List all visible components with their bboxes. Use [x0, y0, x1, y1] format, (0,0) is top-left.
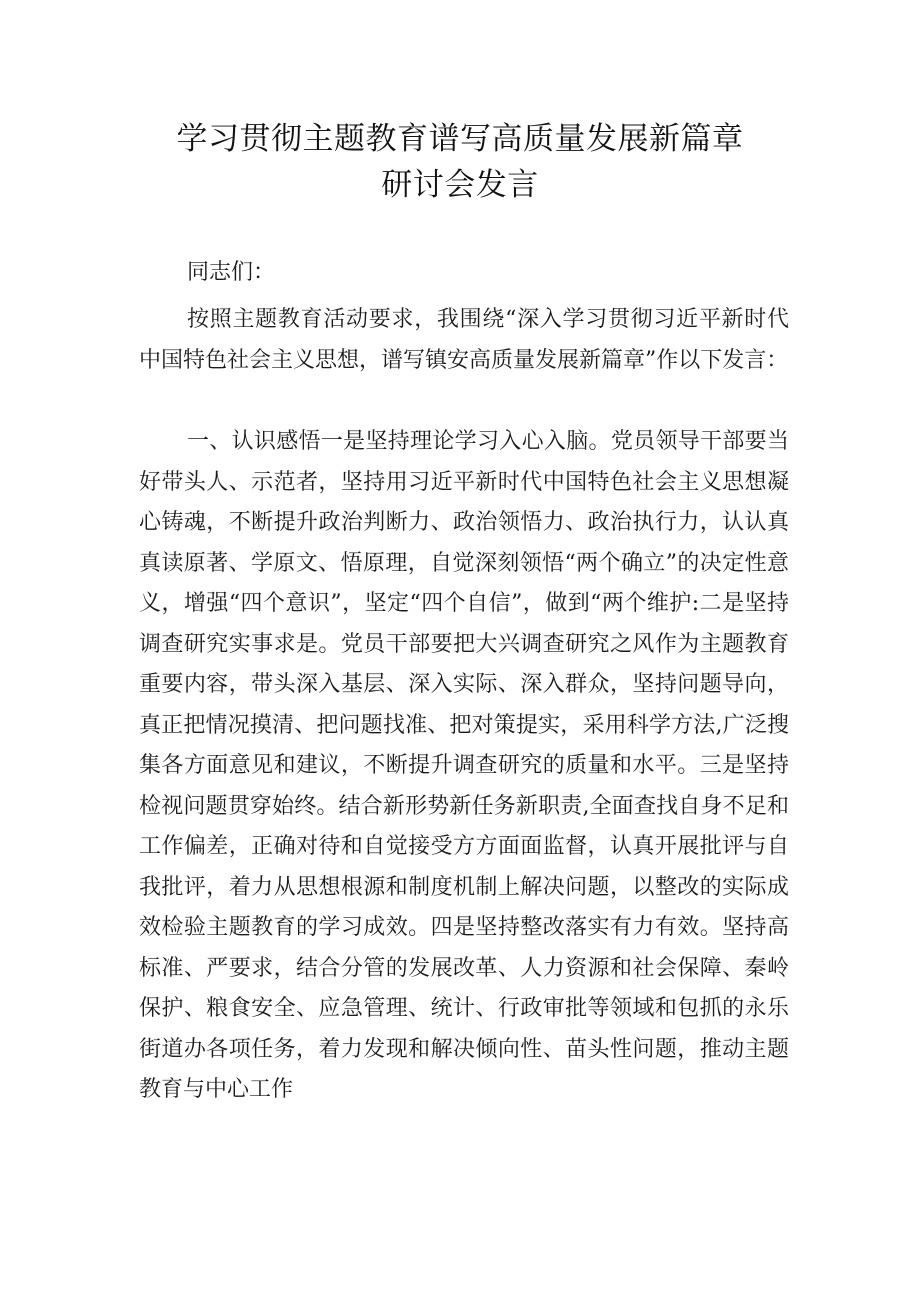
document-title-line-2: 研讨会发言 — [381, 167, 539, 203]
salutation: 同志们： — [187, 260, 276, 285]
paragraph-main: 一、认识感悟一是坚持理论学习入心入脑。党员领导干部要当好带头人、示范者，坚持用习近平新时代中国特色社会主义思想凝心铸魂，不断提升政治判断力、政治领悟力、政治执行力，认认真真读原著、学原文、悟原理，自觉深刻领悟“两个确立”的决定性意义，增强“四个意识”，坚定“四个自信”，做到“两个维护:二是坚持调查研究实事求是。党员干部要把大兴调查研究之风作为主题教育重要内容，带头深入基层、深入实际、深入群众，坚持问题导向，真正把情况摸清、把问题找准、把对策提实，采用科学方法,广泛搜集各方面意见和建议，不断提升调查研究的质量和水平。三是坚持检视问题贯穿始终。结合新形势新任务新职责,全面查找自身不足和工作偏差，正确对待和自觉接受方方面面监督，认真开展批评与自我批评，着力从思想根源和制度机制上解决问题，以整改的实际成效检验主题教育的学习成效。四是坚持整改落实有力有效。坚持高标准、严要求，结合分管的发展改革、人力资源和社会保障、秦岭保护、粮食安全、应急管理、统计、行政审批等领域和包抓的永乐街道办各项任务，着力发现和解决倾向性、苗头性问题，推动主题教育与中心工作 — [139, 429, 789, 1102]
paragraph-intro: 按照主题教育活动要求，我围绕“深入学习贯彻习近平新时代中国特色社会主义思想，谱写镇安高质量发展新篇章”作以下发言： — [139, 307, 789, 373]
document-title-line-1: 学习贯彻主题教育谱写高质量发展新篇章 — [176, 121, 744, 157]
